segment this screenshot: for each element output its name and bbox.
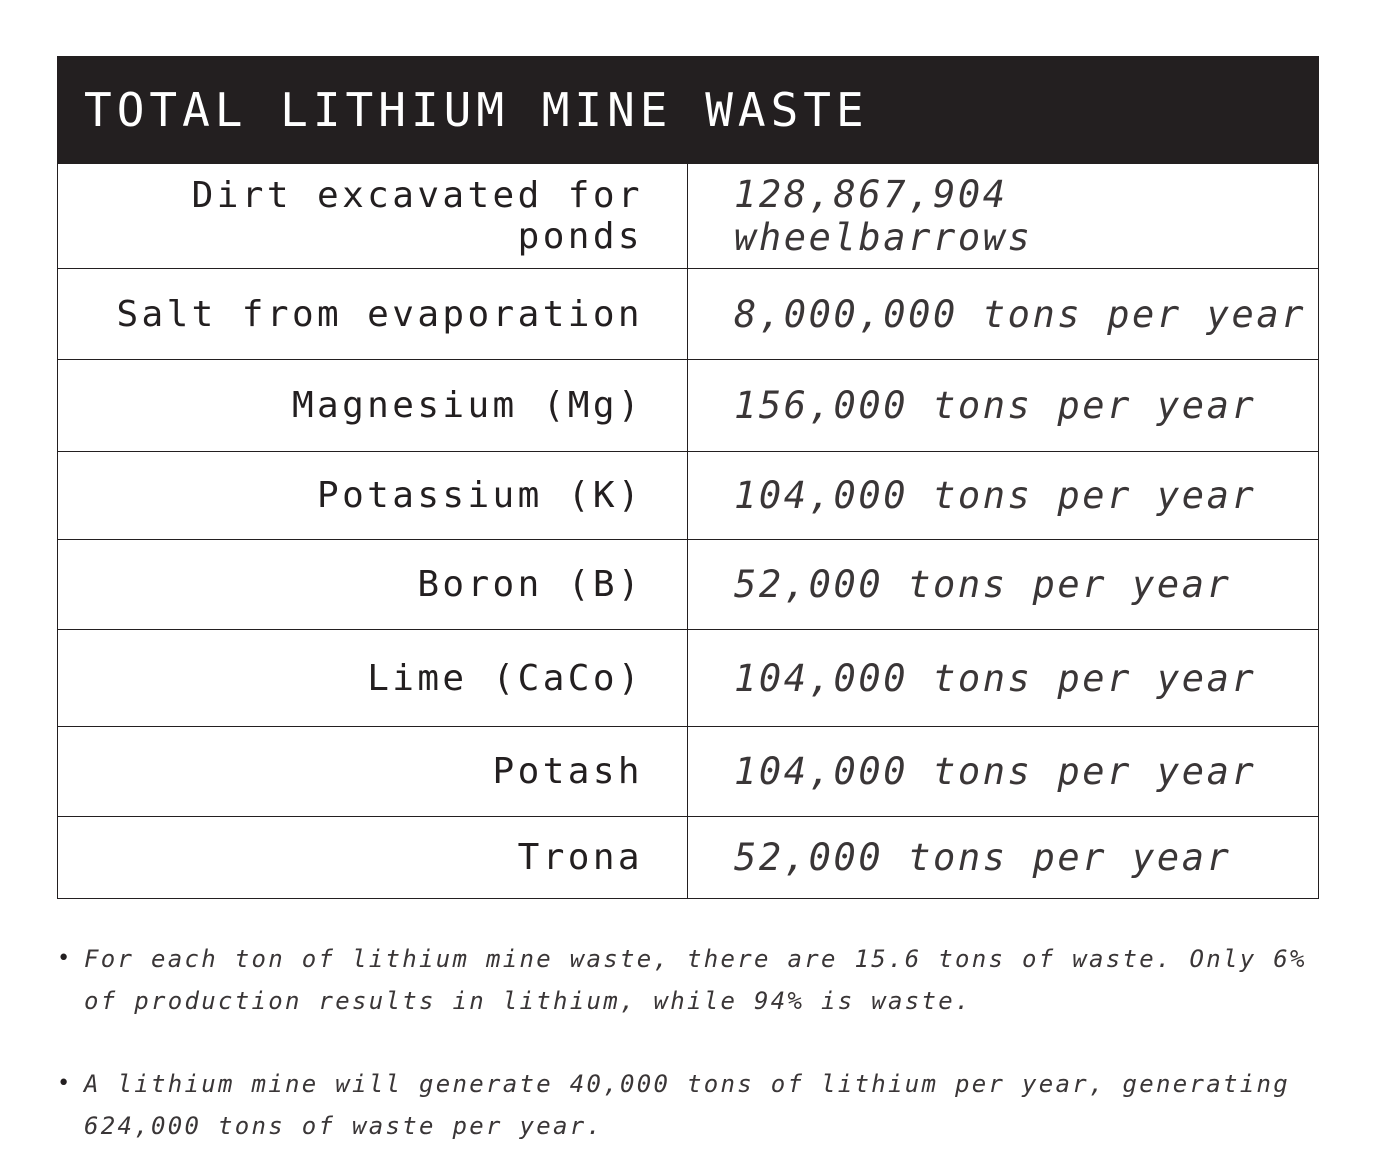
bullet-icon: •: [57, 946, 73, 971]
row-value: 104,000 tons per year: [734, 750, 1257, 793]
row-label: Boron (B): [58, 540, 688, 629]
row-value: 104,000 tons per year: [734, 474, 1257, 517]
row-label: Salt from evaporation: [58, 269, 688, 359]
table-row: [58, 629, 1318, 726]
row-value: 52,000 tons per year: [734, 836, 1232, 879]
footnote-text: A lithium mine will generate 40,000 tons of lithium per year, generating 624,000 tons of waste per year.: [84, 1070, 1290, 1140]
footnote: [57, 938, 1337, 1022]
row-label: Dirt excavated for ponds: [58, 164, 688, 268]
table-row: [58, 451, 1318, 539]
row-label: Lime (CaCo): [58, 630, 688, 726]
table-row: [58, 539, 1318, 629]
footnote: [57, 1063, 1337, 1147]
table-row: [58, 726, 1318, 816]
lithium-waste-table: [57, 56, 1319, 899]
row-value: 8,000,000 tons per year: [734, 292, 1307, 336]
footnotes: [57, 938, 1337, 1147]
table-row: [58, 163, 1318, 268]
table-row: [58, 268, 1318, 359]
row-value: 156,000 tons per year: [734, 384, 1257, 427]
row-label: Potassium (K): [58, 452, 688, 539]
row-label: Magnesium (Mg): [58, 360, 688, 451]
row-value: 104,000 tons per year: [734, 656, 1257, 700]
table-row: [58, 359, 1318, 451]
table-title: TOTAL LITHIUM MINE WASTE: [58, 57, 1318, 163]
row-label: Potash: [58, 727, 688, 816]
row-value: 52,000 tons per year: [734, 563, 1232, 606]
table-row: [58, 816, 1318, 898]
footnote-text: For each ton of lithium mine waste, there are 15.6 tons of waste. Only 6% of production results in lithium, while 94% is waste.: [84, 945, 1307, 1015]
bullet-icon: •: [57, 1071, 73, 1096]
row-value: 128,867,904 wheelbarrows: [734, 173, 1033, 259]
row-label: Trona: [58, 817, 688, 898]
